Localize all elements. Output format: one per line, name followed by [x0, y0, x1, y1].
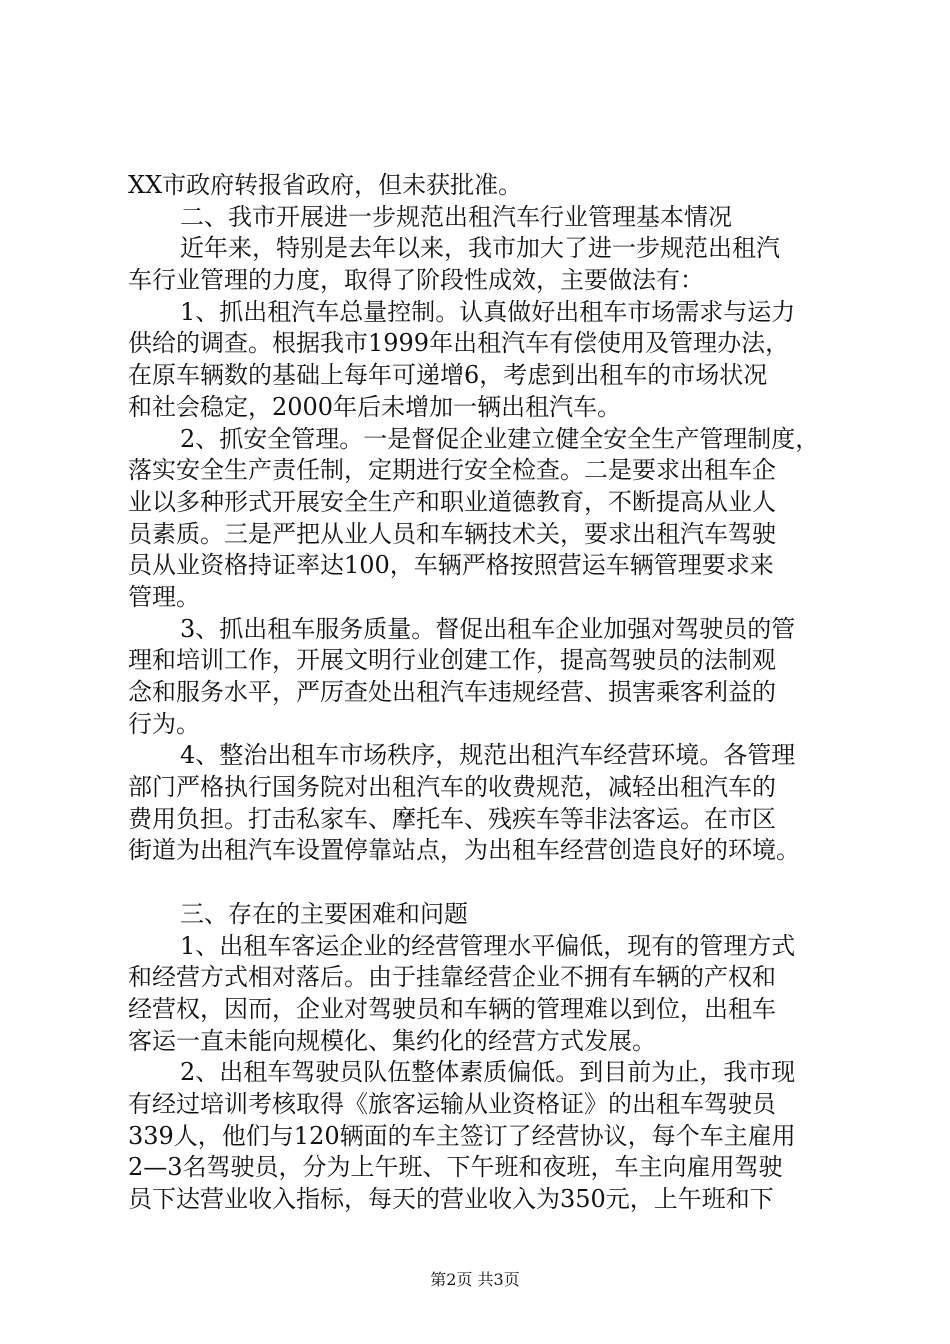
- text-line: 2、出租车驾驶员队伍整体素质偏低。到目前为止，我市现: [180, 1058, 796, 1087]
- text-line: 经营权，因而，企业对驾驶员和车辆的管理难以到位，出租车: [128, 994, 776, 1023]
- text-line: 行为。: [128, 709, 200, 738]
- text-line: 街道为出租汽车设置停靠站点，为出租车经营创造良好的环境。: [128, 836, 800, 865]
- text-line: 落实安全生产责任制，定期进行安全检查。二是要求出租车企: [128, 456, 776, 485]
- text-line: 员素质。三是严把从业人员和车辆技术关，要求出租汽车驾驶: [128, 519, 776, 548]
- text-line: 339人，他们与120辆面的车主签订了经营协议，每个车主雇用: [128, 1121, 796, 1150]
- text-line: 供给的调查。根据我市1999年出租汽车有偿使用及管理办法，: [128, 329, 790, 358]
- text-line: 1、出租车客运企业的经营管理水平偏低，现有的管理方式: [180, 931, 796, 960]
- text-line: 客运一直未能向规模化、集约化的经营方式发展。: [128, 1026, 656, 1055]
- text-line: 4、整治出租车市场秩序，规范出租汽车经营环境。各管理: [180, 741, 796, 770]
- text-line: 管理。: [128, 582, 200, 611]
- text-line: XX市政府转报省政府，但未获批准。: [128, 171, 523, 199]
- text-line: 2、抓安全管理。一是督促企业建立健全安全生产管理制度，: [180, 424, 820, 453]
- text-line: 3、抓出租车服务质量。督促出租车企业加强对驾驶员的管: [180, 614, 796, 643]
- text-line: 有经过培训考核取得《旅客运输从业资格证》的出租车驾驶员: [128, 1089, 776, 1118]
- text-line: 员下达营业收入指标，每天的营业收入为350元，上午班和下: [128, 1185, 774, 1213]
- document-body: [128, 170, 840, 1216]
- text-line: 员从业资格持证率达100，车辆严格按照营运车辆管理要求来: [128, 551, 774, 580]
- text-line: 费用负担。打击私家车、摩托车、残疾车等非法客运。在市区: [128, 804, 776, 833]
- text-line: 在原车辆数的基础上每年可递增6，考虑到出租车的市场状况: [128, 361, 768, 390]
- text-line: 念和服务水平，严厉查处出租汽车违规经营、损害乘客利益的: [128, 678, 776, 706]
- text-line: 部门严格执行国务院对出租汽车的收费规范，减轻出租汽车的: [128, 773, 776, 802]
- section-heading: 三、存在的主要困难和问题: [180, 899, 468, 928]
- text-line: 1、抓出租汽车总量控制。认真做好出租车市场需求与运力: [180, 297, 796, 326]
- text-line: 2—3名驾驶员，分为上午班、下午班和夜班，车主向雇用驾驶: [128, 1153, 783, 1182]
- blank-line: [128, 867, 840, 899]
- text-line: 近年来，特别是去年以来，我市加大了进一步规范出租汽: [180, 234, 780, 263]
- section-heading: 二、我市开展进一步规范出租汽车行业管理基本情况: [180, 202, 732, 231]
- text-line: 和经营方式相对落后。由于挂靠经营企业不拥有车辆的产权和: [128, 963, 776, 992]
- page-number-footer: 第2页 共3页: [430, 1270, 520, 1289]
- text-line: 理和培训工作，开展文明行业创建工作，提高驾驶员的法制观: [128, 646, 776, 675]
- text-line: 业以多种形式开展安全生产和职业道德教育，不断提高从业人: [128, 487, 776, 516]
- text-line: 车行业管理的力度，取得了阶段性成效，主要做法有：: [128, 266, 704, 295]
- text-line: 和社会稳定，2000年后未增加一辆出租汽车。: [128, 392, 622, 421]
